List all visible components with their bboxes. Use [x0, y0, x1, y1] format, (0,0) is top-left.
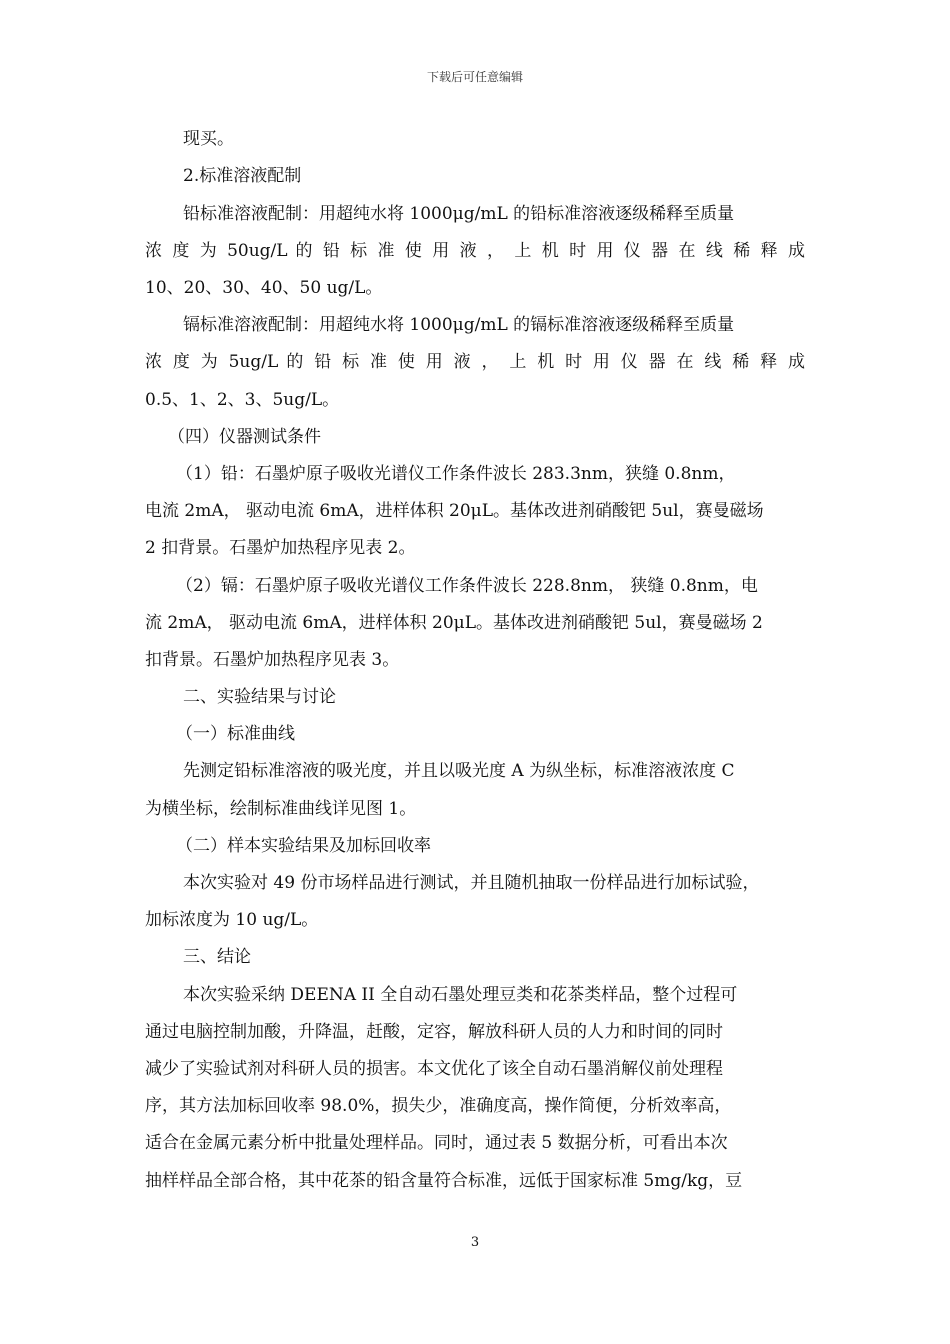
text-line: 本次实验采纳 DEENA II 全自动石墨处理豆类和花茶类样品，整个过程可: [183, 985, 738, 1005]
text-line: 浓 度 为 5ug/L 的 铅 标 准 使 用 液 ， 上 机 时 用 仪 器 在 线 稀 释 成: [145, 352, 805, 372]
text-line: 适合在金属元素分析中批量处理样品。同时，通过表 5 数据分析，可看出本次: [145, 1133, 728, 1153]
section-heading: 二、实验结果与讨论: [183, 687, 336, 707]
text-line: 2 扣背景。石墨炉加热程序见表 2。: [145, 538, 416, 558]
text-line: 通过电脑控制加酸，升降温，赶酸，定容，解放科研人员的人力和时间的同时: [145, 1022, 723, 1042]
section-heading: （一）标准曲线: [176, 724, 295, 744]
section-heading: （四）仪器测试条件: [168, 427, 321, 447]
text-line: （1）铅：石墨炉原子吸收光谱仪工作条件波长 283.3nm，狭缝 0.8nm，: [176, 464, 736, 484]
text-line: 铅标准溶液配制：用超纯水将 1000μg/mL 的铅标准溶液逐级稀释至质量: [183, 204, 735, 224]
text-line: 抽样样品全部合格，其中花茶的铅含量符合标准，远低于国家标准 5mg/kg，豆: [145, 1171, 743, 1191]
text-line: 现买。: [183, 129, 234, 149]
page-number: 3: [470, 1235, 480, 1250]
text-line: 电流 2mA， 驱动电流 6mA，进样体积 20μL。基体改进剂硝酸钯 5ul，赛曼磁场: [145, 501, 764, 521]
section-heading: （二）样本实验结果及加标回收率: [176, 836, 431, 856]
text-line: 0.5、1、2、3、5ug/L。: [145, 390, 340, 410]
text-line: 扣背景。石墨炉加热程序见表 3。: [145, 650, 400, 670]
text-line: 10、20、30、40、50 ug/L。: [145, 278, 383, 298]
text-line: 本次实验对 49 份市场样品进行测试，并且随机抽取一份样品进行加标试验，: [183, 873, 760, 893]
text-line: 流 2mA， 驱动电流 6mA，进样体积 20μL。基体改进剂硝酸钯 5ul，赛曼磁场 2: [145, 613, 763, 633]
text-line: （2）镉：石墨炉原子吸收光谱仪工作条件波长 228.8nm， 狭缝 0.8nm，电: [176, 576, 758, 596]
section-heading: 三、结论: [183, 947, 251, 967]
text-line: 为横坐标，绘制标准曲线详见图 1。: [145, 799, 417, 819]
page-header: 下载后可任意编辑: [426, 70, 523, 84]
text-line: 浓 度 为 50ug/L 的 铅 标 准 使 用 液 ， 上 机 时 用 仪 器 在 线 稀 释 成: [145, 241, 805, 261]
text-line: 序，其方法加标回收率 98.0%，损失少，准确度高，操作简便，分析效率高，: [145, 1096, 732, 1116]
text-line: 加标浓度为 10 ug/L。: [145, 910, 319, 930]
text-line: 先测定铅标准溶液的吸光度，并且以吸光度 A 为纵坐标，标准溶液浓度 C: [183, 761, 735, 781]
text-line: 减少了实验试剂对科研人员的损害。本文优化了该全自动石墨消解仪前处理程: [145, 1059, 723, 1079]
section-heading: 2.标准溶液配制: [183, 166, 302, 186]
text-line: 镉标准溶液配制：用超纯水将 1000μg/mL 的镉标准溶液逐级稀释至质量: [183, 315, 735, 335]
